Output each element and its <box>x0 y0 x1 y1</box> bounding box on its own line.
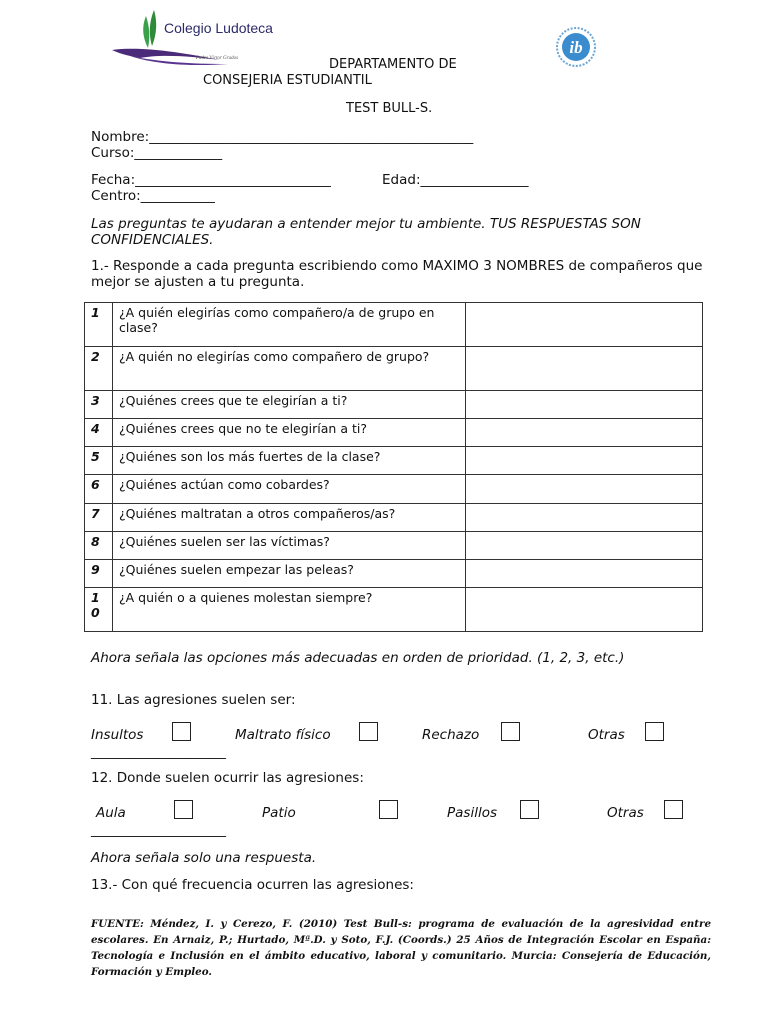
row-question: ¿A quién no elegirías como compañero de grupo? <box>113 347 466 391</box>
answer-cell[interactable] <box>466 475 703 504</box>
centro-field[interactable] <box>91 188 215 204</box>
row-question: ¿Quiénes suelen empezar las peleas? <box>113 560 466 588</box>
curso-line: _____________ <box>134 145 223 161</box>
fecha-line: _____________________________ <box>135 172 331 188</box>
answer-cell[interactable] <box>466 588 703 632</box>
table-row <box>85 560 703 588</box>
row-question: ¿Quiénes actúan como cobardes? <box>113 475 466 504</box>
fecha-field[interactable] <box>91 172 331 188</box>
option-insultos-checkbox[interactable] <box>172 722 191 741</box>
row-number: 6 <box>85 475 113 504</box>
svg-text:Colegio Ludoteca: Colegio Ludoteca <box>164 20 273 36</box>
row-number: 9 <box>85 560 113 588</box>
row-number: 1 <box>85 303 113 347</box>
table-row <box>85 347 703 391</box>
option-rechazo-checkbox[interactable] <box>501 722 520 741</box>
option-rechazo-label: Rechazo <box>422 727 480 743</box>
answer-cell[interactable] <box>466 532 703 560</box>
table-row <box>85 447 703 475</box>
nombre-line: ________________________________________________ <box>149 129 474 145</box>
colegio-ludoteca-logo <box>110 6 273 66</box>
department-line-2: CONSEJERIA ESTUDIANTIL <box>203 73 372 88</box>
option-maltrato-checkbox[interactable] <box>359 722 378 741</box>
table-row <box>85 419 703 447</box>
table-row <box>85 504 703 532</box>
table-row <box>85 303 703 347</box>
answer-cell[interactable] <box>466 419 703 447</box>
svg-text:ib: ib <box>569 38 583 57</box>
row-question: ¿A quién o a quienes molestan siempre? <box>113 588 466 632</box>
row-question: ¿Quiénes crees que no te elegirían a ti? <box>113 419 466 447</box>
centro-label: Centro: <box>91 188 141 204</box>
single-answer-instruction: Ahora señala solo una respuesta. <box>91 850 317 866</box>
option-otras-label-12: Otras <box>607 805 644 821</box>
question-1-instruction: 1.- Responde a cada pregunta escribiendo como MAXIMO 3 NOMBRES de compañeros que mejor se ajusten a tu pregunta. <box>91 258 703 290</box>
answer-cell[interactable] <box>466 560 703 588</box>
question-12-label: 12. Donde suelen ocurrir las agresiones: <box>91 770 364 786</box>
row-question: ¿Quiénes maltratan a otros compañeros/as? <box>113 504 466 532</box>
row-question: ¿Quiénes son los más fuertes de la clase? <box>113 447 466 475</box>
option-patio-checkbox[interactable] <box>379 800 398 819</box>
nombre-label: Nombre: <box>91 129 150 145</box>
answer-cell[interactable] <box>466 391 703 419</box>
otras-line-12[interactable]: ____________________ <box>91 822 226 838</box>
answer-cell[interactable] <box>466 504 703 532</box>
row-number: 4 <box>85 419 113 447</box>
edad-label: Edad: <box>382 172 421 188</box>
curso-field[interactable] <box>91 145 222 161</box>
table-row <box>85 588 703 632</box>
nombre-field[interactable] <box>91 129 473 145</box>
question-11-label: 11. Las agresiones suelen ser: <box>91 692 296 708</box>
otras-line[interactable]: ____________________ <box>91 744 226 760</box>
row-number: 7 <box>85 504 113 532</box>
question-13-label: 13.- Con qué frecuencia ocurren las agresiones: <box>91 877 414 893</box>
option-otras-label: Otras <box>588 727 625 743</box>
ib-logo <box>548 26 604 68</box>
row-question: ¿A quién elegirías como compañero/a de grupo en clase? <box>113 303 466 347</box>
edad-line: ________________ <box>420 172 529 188</box>
option-pasillos-checkbox[interactable] <box>520 800 539 819</box>
table-row <box>85 391 703 419</box>
table-row <box>85 475 703 504</box>
option-otras-checkbox-12[interactable] <box>664 800 683 819</box>
option-aula-checkbox[interactable] <box>174 800 193 819</box>
source-footer: FUENTE: Méndez, I. y Cerezo, F. (2010) Test Bull-s: programa de evaluación de la agresividad entre escolares. En Arnaiz, P.; Hurtado, Mª.D. y Soto, F.J. (Coords.) 25 Años de Integración Escolar en España: Tecnología e Inclusión en el ámbito educativo, laboral y comunitario. Murcia: Consejería de Educación, Formación y Empleo. <box>91 918 711 978</box>
option-insultos-label: Insultos <box>91 727 144 743</box>
fecha-label: Fecha: <box>91 172 136 188</box>
option-maltrato-label: Maltrato físico <box>235 727 331 743</box>
answer-cell[interactable] <box>466 447 703 475</box>
answer-cell[interactable] <box>466 347 703 391</box>
edad-field[interactable] <box>382 172 529 188</box>
questions-table <box>84 302 703 632</box>
curso-label: Curso: <box>91 145 135 161</box>
option-aula-label: Aula <box>96 805 126 821</box>
option-patio-label: Patio <box>262 805 296 821</box>
row-number: 3 <box>85 391 113 419</box>
centro-line: ___________ <box>140 188 215 204</box>
row-number: 5 <box>85 447 113 475</box>
department-line-1: DEPARTAMENTO DE <box>329 57 457 72</box>
answer-cell[interactable] <box>466 303 703 347</box>
row-number: 2 <box>85 347 113 391</box>
priority-instruction: Ahora señala las opciones más adecuadas en orden de prioridad. (1, 2, 3, etc.) <box>91 650 625 666</box>
intro-text: Las preguntas te ayudaran a entender mejor tu ambiente. TUS RESPUESTAS SON CONFIDENCIALES. <box>91 216 641 248</box>
row-question: ¿Quiénes suelen ser las víctimas? <box>113 532 466 560</box>
option-pasillos-label: Pasillos <box>447 805 497 821</box>
option-otras-checkbox[interactable] <box>645 722 664 741</box>
document-title: TEST BULL-S. <box>346 101 433 116</box>
row-question: ¿Quiénes crees que te elegirían a ti? <box>113 391 466 419</box>
svg-text:Padre Víctor Grados: Padre Víctor Grados <box>196 56 239 61</box>
row-number: 1 0 <box>85 588 113 632</box>
table-row <box>85 532 703 560</box>
row-number: 8 <box>85 532 113 560</box>
